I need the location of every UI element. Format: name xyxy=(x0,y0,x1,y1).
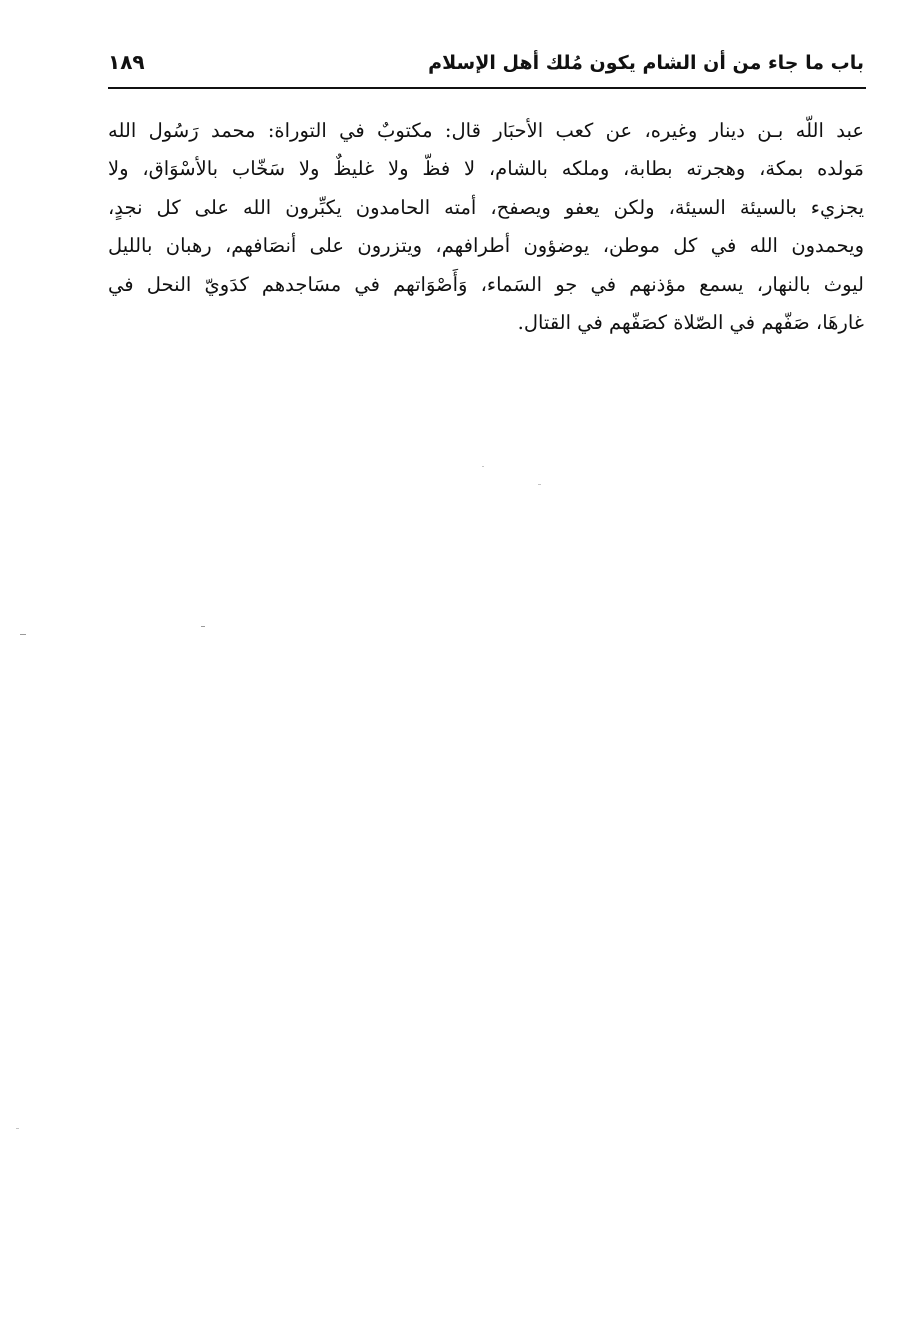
text-line: يجزيء بالسيئة السيئة، ولكن يعفو ويصفح، أمته الحامدون يكبِّرون الله على كل نجدٍ، xyxy=(108,195,864,219)
scan-speck xyxy=(482,466,484,467)
text-line: غارهَا، صَفّهم في الصّلاة كصَفّهم في القتال. xyxy=(517,310,864,334)
scan-speck xyxy=(201,626,205,627)
body-text xyxy=(108,112,864,342)
header-rule xyxy=(108,87,866,89)
text-line: عبد اللّه بـن دينار وغيره، عن كعب الأحبَار قال: مكتوبٌ في التوراة: محمد رَسُول الله xyxy=(108,119,864,142)
page-number: ١٨٩ xyxy=(108,50,145,74)
scan-speck xyxy=(20,634,26,635)
text-line: مَولده بمكة، وهجرته بطابة، وملكه بالشام، لا فظّ ولا غليظٌ ولا سَخّاب بالأسْوَاق، ولا xyxy=(108,157,864,181)
scan-speck xyxy=(538,484,541,485)
text-line: ليوث بالنهار، يسمع مؤذنهم في جو السَماء، وَأَصْوَاتهم في مسَاجدهم كدَويّ النحل في xyxy=(108,272,864,296)
running-title: باب ما جاء من أن الشام يكون مُلك أهل الإسلام xyxy=(428,52,864,74)
page-header xyxy=(108,46,864,86)
scan-speck xyxy=(16,1128,19,1129)
text-line: ويحمدون الله في كل موطن، يوضؤون أطرافهم، ويتزرون على أنصَافهم، رهبان بالليل xyxy=(108,234,864,258)
